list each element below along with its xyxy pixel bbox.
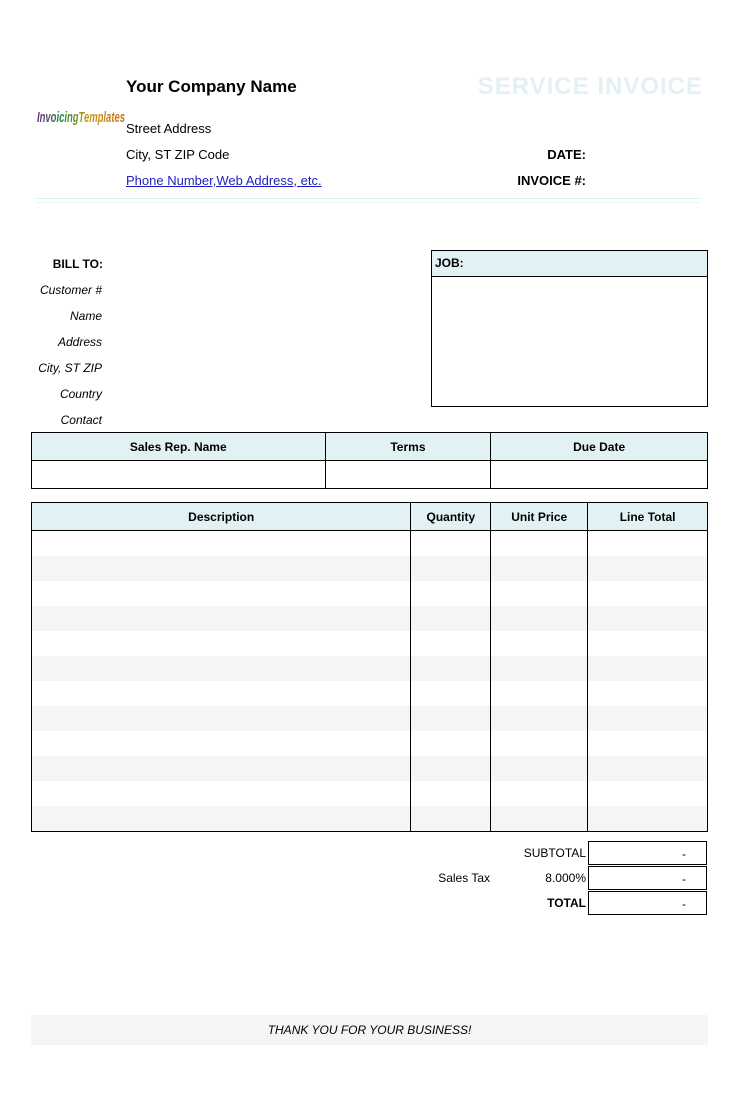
- table-row: [32, 756, 708, 781]
- description-cell[interactable]: [32, 706, 411, 731]
- table-row: [32, 681, 708, 706]
- description-cell[interactable]: [32, 606, 411, 631]
- table-row: [32, 556, 708, 581]
- line-total-cell[interactable]: [588, 531, 708, 557]
- sales-rep-header: Sales Rep. Name: [32, 433, 326, 461]
- date-label: DATE:: [547, 147, 586, 162]
- bill-to-heading: BILL TO:: [52, 257, 103, 271]
- description-cell[interactable]: [32, 681, 411, 706]
- line-total-header: Line Total: [588, 503, 708, 531]
- job-heading: JOB:: [432, 251, 707, 277]
- unit-price-cell[interactable]: [491, 531, 588, 557]
- logo-text: InvoicingTemplates: [37, 109, 125, 126]
- quantity-cell[interactable]: [411, 656, 491, 681]
- description-cell[interactable]: [32, 756, 411, 781]
- subtotal-label: SUBTOTAL: [523, 846, 586, 860]
- company-name: Your Company Name: [126, 77, 297, 96]
- unit-price-cell[interactable]: [491, 556, 588, 581]
- table-row: [32, 631, 708, 656]
- table-row: [32, 781, 708, 806]
- line-total-cell[interactable]: [588, 606, 708, 631]
- unit-price-cell[interactable]: [491, 606, 588, 631]
- line-total-cell[interactable]: [588, 731, 708, 756]
- sales-info-table: [31, 432, 708, 489]
- table-row: [32, 706, 708, 731]
- contact-link[interactable]: Phone Number,Web Address, etc.: [126, 173, 322, 188]
- description-cell[interactable]: [32, 556, 411, 581]
- quantity-cell[interactable]: [411, 531, 491, 557]
- description-cell[interactable]: [32, 806, 411, 832]
- contact-label: Contact: [60, 413, 102, 427]
- unit-price-cell[interactable]: [491, 656, 588, 681]
- subtotal-value[interactable]: -: [588, 841, 707, 865]
- city-state-zip-label: City, ST ZIP: [38, 361, 102, 375]
- unit-price-cell[interactable]: [491, 631, 588, 656]
- total-value[interactable]: -: [588, 891, 707, 915]
- quantity-cell[interactable]: [411, 606, 491, 631]
- thank-you-footer: THANK YOU FOR YOUR BUSINESS!: [31, 1015, 708, 1045]
- line-items-table: [31, 502, 708, 832]
- customer-number-label: Customer #: [39, 283, 102, 297]
- line-total-cell[interactable]: [588, 656, 708, 681]
- line-total-cell[interactable]: [588, 556, 708, 581]
- job-box: [431, 250, 708, 407]
- unit-price-cell[interactable]: [491, 681, 588, 706]
- due-date-cell[interactable]: [491, 461, 708, 489]
- city-line: City, ST ZIP Code: [126, 147, 230, 162]
- quantity-cell[interactable]: [411, 631, 491, 656]
- quantity-cell[interactable]: [411, 556, 491, 581]
- quantity-header: Quantity: [411, 503, 491, 531]
- sales-tax-value[interactable]: -: [588, 866, 707, 890]
- country-label: Country: [59, 387, 102, 401]
- terms-header: Terms: [325, 433, 491, 461]
- unit-price-cell[interactable]: [491, 806, 588, 832]
- unit-price-cell[interactable]: [491, 706, 588, 731]
- quantity-cell[interactable]: [411, 806, 491, 832]
- line-total-cell[interactable]: [588, 631, 708, 656]
- table-row: [32, 581, 708, 606]
- due-date-header: Due Date: [491, 433, 708, 461]
- header-divider: [36, 198, 700, 199]
- table-row: [32, 806, 708, 832]
- quantity-cell[interactable]: [411, 756, 491, 781]
- header-divider-2: [36, 202, 700, 203]
- quantity-cell[interactable]: [411, 681, 491, 706]
- description-cell[interactable]: [32, 581, 411, 606]
- quantity-cell[interactable]: [411, 706, 491, 731]
- description-cell[interactable]: [32, 781, 411, 806]
- total-label: TOTAL: [547, 896, 586, 910]
- sales-rep-cell[interactable]: [32, 461, 326, 489]
- table-row: [32, 656, 708, 681]
- invoice-number-label: INVOICE #:: [517, 173, 586, 188]
- address-label: Address: [57, 335, 102, 349]
- table-row: [32, 606, 708, 631]
- job-details-field[interactable]: [432, 277, 707, 406]
- unit-price-cell[interactable]: [491, 781, 588, 806]
- description-cell[interactable]: [32, 531, 411, 557]
- unit-price-header: Unit Price: [491, 503, 588, 531]
- unit-price-cell[interactable]: [491, 581, 588, 606]
- document-title: SERVICE INVOICE: [477, 73, 703, 100]
- quantity-cell[interactable]: [411, 581, 491, 606]
- unit-price-cell[interactable]: [491, 756, 588, 781]
- sales-tax-rate[interactable]: 8.000%: [545, 871, 586, 885]
- line-total-cell[interactable]: [588, 581, 708, 606]
- street-address: Street Address: [126, 121, 212, 136]
- line-total-cell[interactable]: [588, 706, 708, 731]
- description-header: Description: [32, 503, 411, 531]
- description-cell[interactable]: [32, 731, 411, 756]
- unit-price-cell[interactable]: [491, 731, 588, 756]
- company-logo: [37, 100, 127, 136]
- description-cell[interactable]: [32, 656, 411, 681]
- name-label: Name: [69, 309, 102, 323]
- table-row: [32, 531, 708, 557]
- line-total-cell[interactable]: [588, 681, 708, 706]
- description-cell[interactable]: [32, 631, 411, 656]
- line-total-cell[interactable]: [588, 806, 708, 832]
- quantity-cell[interactable]: [411, 781, 491, 806]
- quantity-cell[interactable]: [411, 731, 491, 756]
- terms-cell[interactable]: [325, 461, 491, 489]
- line-total-cell[interactable]: [588, 781, 708, 806]
- line-total-cell[interactable]: [588, 756, 708, 781]
- table-row: [32, 731, 708, 756]
- sales-tax-label: Sales Tax: [438, 871, 490, 885]
